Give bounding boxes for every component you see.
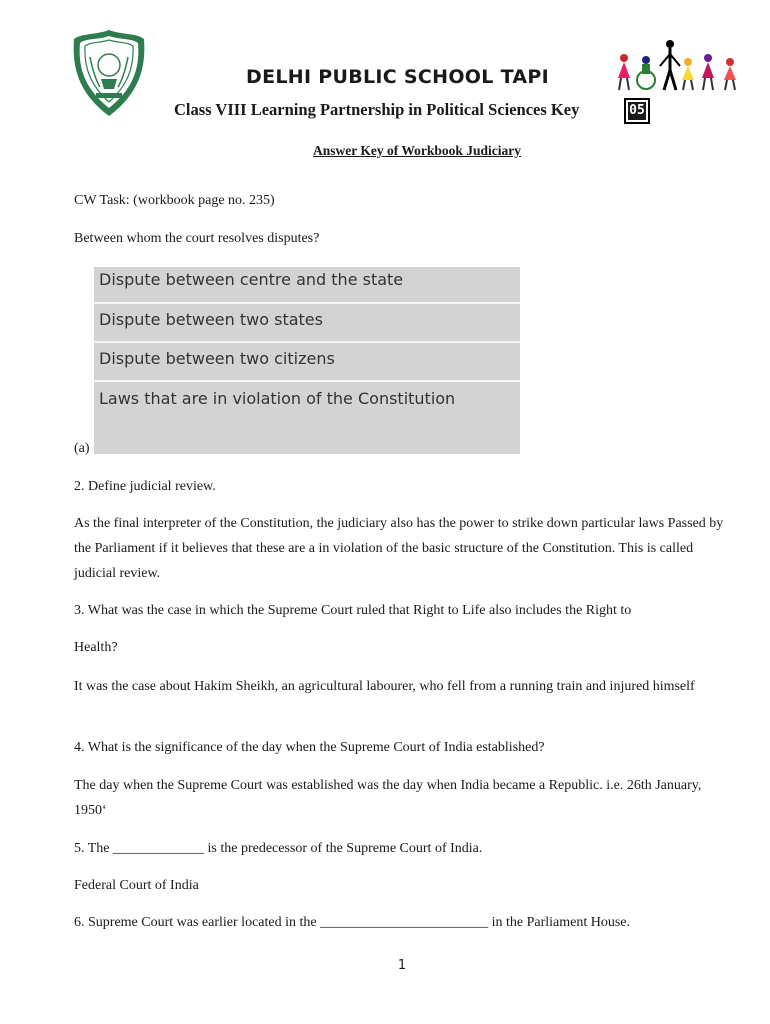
document-subtitle: Class VIII Learning Partnership in Political Sciences Key: [174, 100, 580, 119]
option-item: Laws that are in violation of the Constitution: [94, 382, 520, 454]
q6-question: 6. Supreme Court was earlier located in the ________________________ in the Parliament House.: [74, 915, 631, 930]
q3-question-line1: 3. What was the case in which the Supreme Court ruled that Right to Life also includes the Right to: [74, 603, 632, 618]
q4-answer: The day when the Supreme Court was established was the day when India became a Republic. i.e. 26th January, 1950‘: [74, 778, 702, 818]
q2-question: 2. Define judicial review.: [74, 479, 216, 494]
option-item: Dispute between two citizens: [94, 343, 520, 382]
q3-question-line2: Health?: [74, 640, 118, 655]
page-number: 1: [397, 958, 407, 973]
q4-question: 4. What is the significance of the day when the Supreme Court of India established?: [74, 740, 545, 755]
key-number-badge: [624, 98, 650, 124]
dispute-options-table: [94, 267, 520, 454]
option-item: Dispute between two states: [94, 304, 520, 343]
section-heading: Answer Key of Workbook Judiciary: [313, 143, 522, 158]
school-name: DELHI PUBLIC SCHOOL TAPI: [246, 66, 549, 88]
q5-answer: Federal Court of India: [74, 878, 199, 893]
q5-question: 5. The _____________ is the predecessor of the Supreme Court of India.: [74, 841, 483, 856]
q1-question: Between whom the court resolves disputes?: [74, 231, 320, 246]
cw-task: CW Task: (workbook page no. 235): [74, 193, 275, 208]
q1-answer-label: (a): [74, 441, 90, 456]
q3-answer: It was the case about Hakim Sheikh, an agricultural labourer, who fell from a running train and injured himself: [74, 679, 695, 694]
q2-answer: As the final interpreter of the Constitution, the judiciary also has the power to strike down particular laws Passed by the Parliament if it believes that these are a in violation of the basic structure of the Constitution. This is called judicial review.: [74, 516, 724, 581]
key-number: 05: [629, 103, 645, 118]
option-item: Dispute between centre and the state: [94, 267, 520, 304]
